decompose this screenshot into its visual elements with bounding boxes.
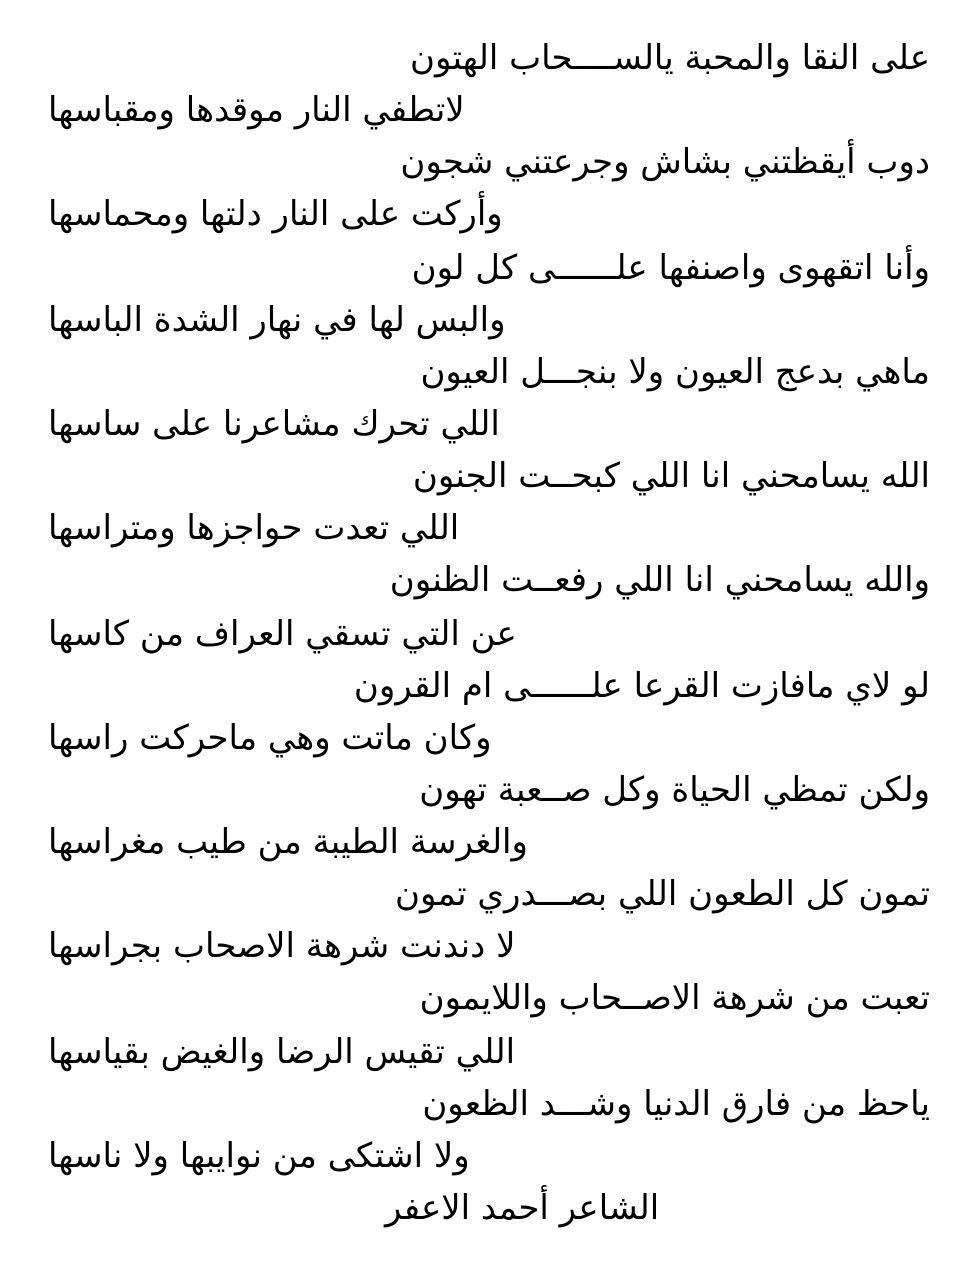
poem-line-3: دوب أيقظتني بشاش وجرعتني شجون	[400, 142, 930, 182]
poem-line-4: وأركت على النار دلتها ومحماسها	[48, 194, 503, 234]
poem-line-8: اللي تحرك مشاعرنا على ساسها	[48, 404, 500, 444]
poem-line-9: الله يسامحني انا اللي كبحــت الجنون	[412, 456, 930, 496]
poem-line-6: والبس لها في نهار الشدة الباسها	[48, 300, 506, 340]
poem-line-11: والله يسامحني انا اللي رفعــت الظنون	[389, 560, 930, 600]
poem-line-2: لاتطفي النار موقدها ومقباسها	[48, 90, 465, 130]
poem-line-1: على النقا والمحبة يالســــحاب الهتون	[410, 38, 930, 78]
poem-line-22: ولا اشتكى من نوايبها ولا ناسها	[48, 1136, 470, 1176]
poem-line-12: عن التي تسقي العراف من كاسها	[48, 614, 517, 654]
poem-line-20: اللي تقيس الرضا والغيض بقياسها	[48, 1032, 516, 1072]
poem-line-7: ماهي بدعج العيون ولا بنجـــل العيون	[420, 352, 930, 392]
poem-line-14: وكان ماتت وهي ماحركت راسها	[48, 718, 492, 758]
poem-line-5: وأنا اتقهوى واصنفها علــــــى كل لون	[411, 248, 930, 288]
poem-line-19: تعبت من شرهة الاصــحاب واللايمون	[419, 978, 930, 1018]
poem-line-10: اللي تعدت حواجزها ومتراسها	[48, 508, 460, 548]
poem-line-18: لا دندنت شرهة الاصحاب بجراسها	[48, 926, 516, 966]
poem-line-16: والغرسة الطيبة من طيب مغراسها	[48, 822, 528, 862]
poem-line-17: تمون كل الطعون اللي بصـــدري تمون	[394, 874, 930, 914]
poem-line-21: ياحظ من فارق الدنيا وشـــد الظعون	[422, 1084, 930, 1124]
poem-line-15: ولكن تمظي الحياة وكل صــعبة تهون	[419, 770, 930, 810]
poet-signature: الشاعر أحمد الاعفر	[385, 1188, 660, 1228]
poem-line-13: لو لاي مافازت القرعا علــــــى ام القرون	[353, 666, 930, 706]
